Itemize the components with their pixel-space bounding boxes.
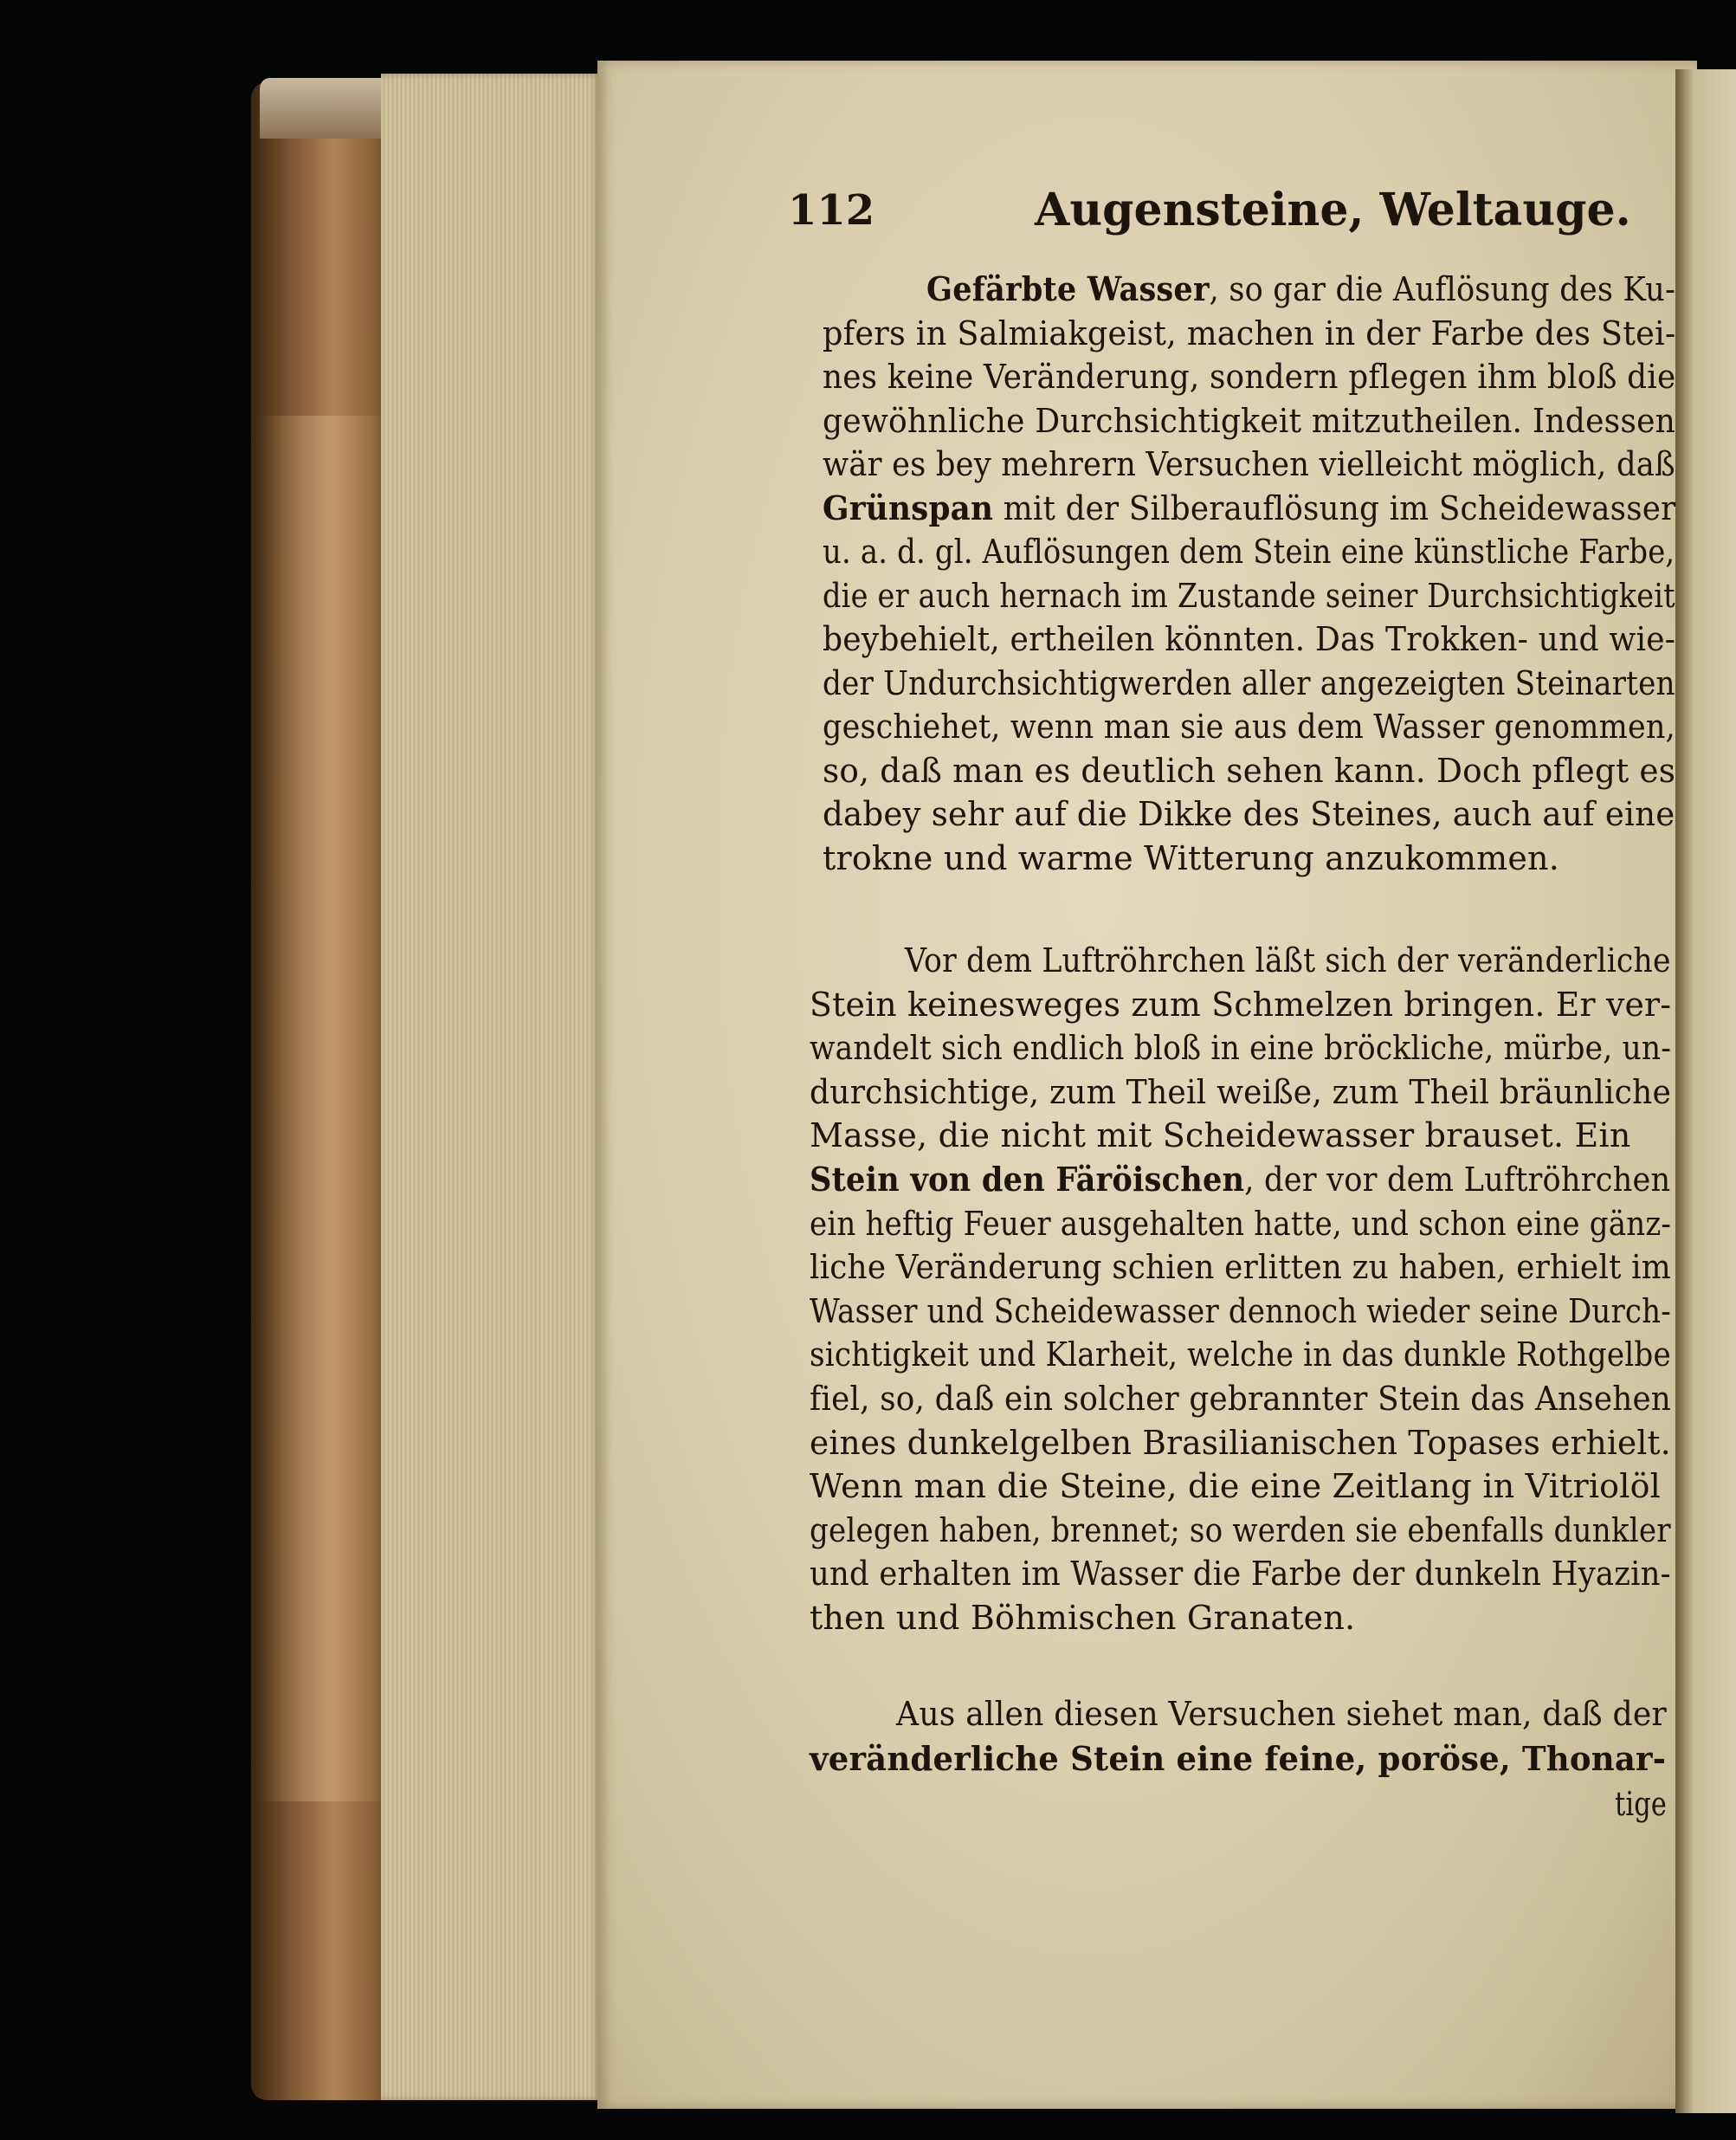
page-number: 112 [788, 186, 875, 235]
line-text: Vor dem Luftröhrchen läßt sich der veränderliche [905, 941, 1671, 979]
emphasized-term: Grünspan [823, 488, 994, 527]
line-text: ein heftig Feuer ausgehalten hatte, und schon eine gänz- [810, 1204, 1672, 1243]
line-text: Stein keinesweges zum Schmelzen bringen. Er ver- [810, 985, 1672, 1024]
text-line [810, 1510, 1671, 1549]
text-line [823, 576, 1675, 615]
text-line [810, 1248, 1671, 1287]
text-line [823, 488, 1676, 527]
text-line [810, 1160, 1671, 1199]
text-line [905, 941, 1671, 979]
text-line [896, 1695, 1667, 1733]
line-text: beybehielt, ertheilen könnten. Das Trokken- und wie- [823, 620, 1676, 658]
text-line [823, 795, 1675, 833]
line-text: tige [1615, 1785, 1668, 1823]
line-text: so, daß man es deutlich sehen kann. Doch pflegt es [823, 751, 1676, 790]
emphasized-term: Stein von den Färöischen [810, 1160, 1245, 1199]
line-text: eines dunkelgelben Brasilianischen Topases erhielt. [810, 1423, 1671, 1462]
line-text: sichtigkeit und Klarheit, welche in das dunkle Rothgelbe [810, 1335, 1671, 1374]
emphasized-term: veränderliche Stein eine feine, poröse, Thonar- [810, 1739, 1667, 1778]
line-text: fiel, so, daß ein solcher gebrannter Stein das Ansehen [810, 1380, 1672, 1418]
line-text: gewöhnliche Durchsichtigkeit mitzutheilen. Indessen [823, 401, 1676, 440]
emphasized-term: Gefärbte Wasser [926, 269, 1210, 308]
line-text: then und Böhmischen Granaten. [810, 1599, 1356, 1637]
line-text: Aus allen diesen Versuchen siehet man, daß der [896, 1695, 1667, 1733]
text-line [810, 1335, 1671, 1374]
text-line [810, 1555, 1671, 1594]
text-line [823, 533, 1675, 571]
line-text: der Undurchsichtigwerden aller angezeigten Steinarten [823, 663, 1675, 702]
text-line [810, 1739, 1667, 1778]
line-text: die er auch hernach im Zustande seiner Durchsichtigkeit [823, 576, 1675, 615]
text-line [823, 314, 1676, 352]
text-line [1615, 1785, 1668, 1823]
running-title: Augensteine, Weltauge. [1035, 184, 1631, 236]
text-line [810, 1380, 1672, 1418]
line-text: wandelt sich endlich bloß in eine bröckliche, mürbe, un- [810, 1029, 1672, 1068]
line-text: liche Veränderung schien erlitten zu haben, erhielt im [810, 1248, 1671, 1287]
line-text: , der vor dem Luftröhrchen [1244, 1161, 1671, 1199]
text-line [823, 401, 1676, 440]
text-line [810, 1423, 1671, 1462]
line-text: pfers in Salmiakgeist, machen in der Farbe des Stei- [823, 314, 1676, 352]
text-line [810, 1467, 1662, 1506]
text-line [823, 445, 1675, 483]
line-text: Wenn man die Steine, die eine Zeitlang in Vitriolöl [810, 1467, 1662, 1506]
text-line [810, 1204, 1672, 1243]
line-text: durchsichtige, zum Theil weiße, zum Theil bräunliche [810, 1072, 1672, 1111]
line-text: und erhalten im Wasser die Farbe der dunkeln Hyazin- [810, 1555, 1671, 1594]
line-text: , so gar die Auflösung des Ku- [1209, 270, 1676, 308]
text-line [810, 1291, 1671, 1330]
line-text: wär es bey mehrern Versuchen vielleicht möglich, daß [823, 445, 1675, 483]
text-line [810, 985, 1672, 1024]
line-text: Wasser und Scheidewasser dennoch wieder seine Durch- [810, 1291, 1671, 1330]
text-line [810, 1116, 1631, 1155]
line-text: u. a. d. gl. Auflösungen dem Stein eine künstliche Farbe, [823, 533, 1675, 571]
line-text: mit der Silberauflösung im Scheidewasser [993, 488, 1676, 527]
text-line [823, 663, 1675, 702]
line-text: geschiehet, wenn man sie aus dem Wasser genommen, [823, 708, 1675, 746]
text-line [810, 1072, 1672, 1111]
text-line [823, 358, 1676, 396]
text-line [823, 620, 1676, 658]
line-text: gelegen haben, brennet; so werden sie ebenfalls dunkler [810, 1510, 1671, 1549]
line-text: trokne und warme Witterung anzukommen. [823, 838, 1560, 877]
text-line [926, 269, 1676, 308]
text-line [810, 1029, 1672, 1068]
text-line [823, 838, 1560, 877]
line-text: nes keine Veränderung, sondern pflegen ihm bloß die [823, 358, 1676, 396]
text-line [823, 708, 1675, 746]
line-text: Masse, die nicht mit Scheidewasser brauset. Ein [810, 1116, 1631, 1155]
text-line [810, 1599, 1356, 1637]
line-text: dabey sehr auf die Dikke des Steines, auch auf eine [823, 795, 1675, 833]
text-line [823, 751, 1676, 790]
